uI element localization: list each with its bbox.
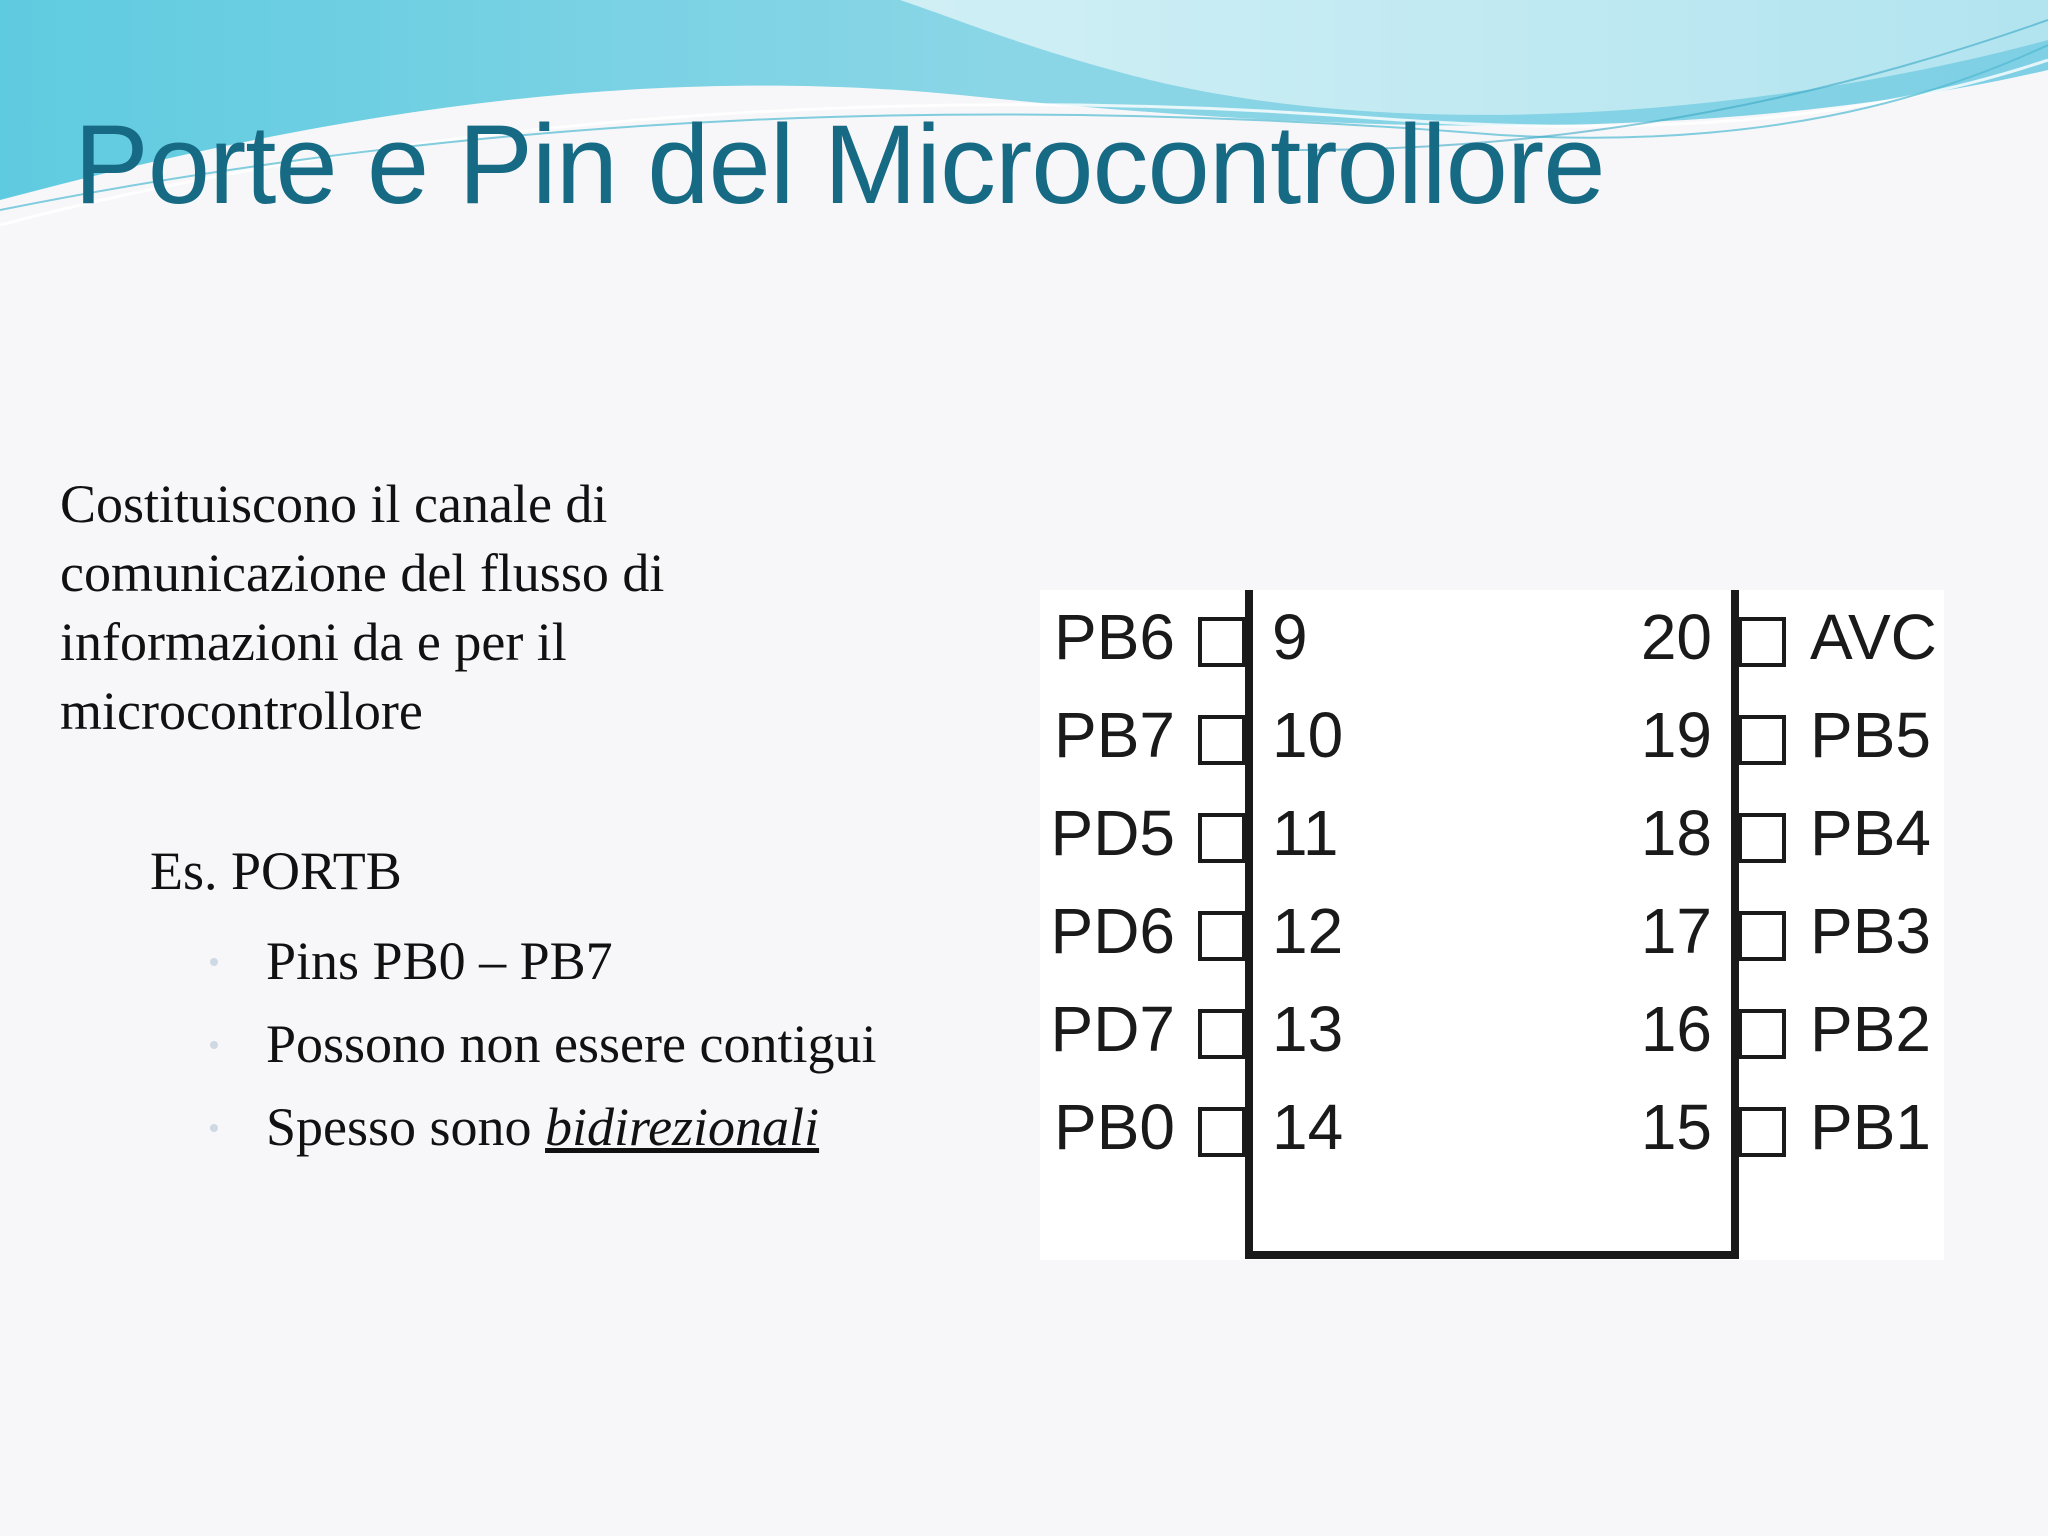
example-label: Es. PORTB [150,841,402,901]
bullet-list [210,920,876,1169]
pin-number-label: 15 [1640,1090,1712,1163]
bullet-text: Spesso sono [266,1097,546,1157]
pin-name-label: PB3 [1810,894,1931,967]
pin-name-label: AVC [1810,600,1937,673]
bullet-item [210,1003,876,1086]
pin-name-label: PB0 [1054,1090,1175,1163]
pin-number-label: 16 [1640,992,1712,1065]
bullet-emphasis: bidirezionali [545,1097,820,1157]
slide-title: Porte e Pin del Microcontrollore [74,102,1605,227]
chip-pinout-diagram [1040,590,1944,1260]
bullet-dot-icon [210,1041,218,1049]
pin-number-label: 17 [1640,894,1712,967]
bullet-dot-icon [210,958,218,966]
bullet-item [210,920,876,1003]
pin-name-label: PB7 [1054,698,1175,771]
diagram-background [1040,590,1944,1260]
pin-name-label: PD5 [1050,796,1175,869]
pin-name-label: PB5 [1810,698,1931,771]
pin-number-label: 13 [1272,992,1344,1065]
pin-number-label: 11 [1272,796,1339,869]
pin-name-label: PB4 [1810,796,1931,869]
intro-paragraph: Costituiscono il canale di comunicazione del flusso di informazioni da e per il microcontrollore [60,474,665,741]
pin-number-label: 18 [1640,796,1712,869]
pin-number-label: 20 [1640,600,1712,673]
pin-name-label: PB1 [1810,1090,1931,1163]
pin-number-label: 19 [1640,698,1712,771]
bullet-item [210,1086,876,1169]
pin-name-label: PB6 [1054,600,1175,673]
pin-number-label: 12 [1272,894,1344,967]
bullet-text: Pins PB0 – PB7 [266,931,613,991]
pin-number-label: 9 [1272,600,1308,673]
pin-name-label: PD6 [1050,894,1175,967]
bullet-text: Possono non essere contigui [266,1014,877,1074]
pin-number-label: 10 [1272,698,1344,771]
bullet-dot-icon [210,1124,218,1132]
pin-name-label: PB2 [1810,992,1931,1065]
pin-number-label: 14 [1272,1090,1344,1163]
pin-name-label: PD7 [1050,992,1175,1065]
